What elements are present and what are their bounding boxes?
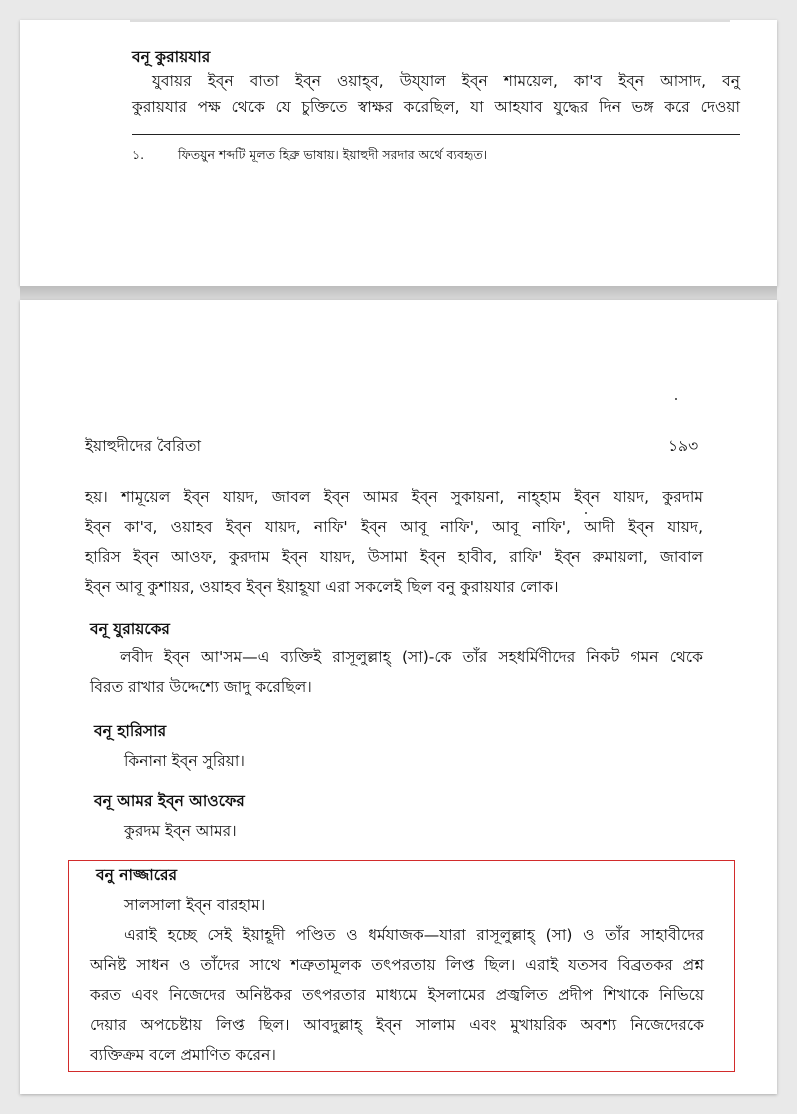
intro-line-1: হয়। শামূয়েল ইব্‌ন যায়দ, জাবল ইব্‌ন আমর ইব্‌ন সুকায়না, নাহ্‌হাম ইব্‌ন যায়দ, কুরদাম [85, 488, 703, 506]
scan-speck [675, 398, 677, 400]
footnote-text: ফিতয়ুন শব্দটি মূলত হিব্রু ভাষায়। ইয়াহুদী সরদার অর্থে ব্যবহৃত। [178, 147, 488, 162]
footnote-rule [132, 134, 740, 135]
page-number: ১৯৩ [668, 437, 699, 455]
section-heading-amr: বনূ আমর ইব্‌ন আওফের [94, 792, 245, 810]
section-amr-line-1: কুরদম ইব্‌ন আমর। [124, 822, 237, 840]
section-najjar-line-3: অনিষ্ট সাধন ও তাঁদের সাথে শত্রুতামূলক তৎপরতায় লিপ্ত ছিল। এরাই যতসব বিব্রতকর প্রশ্ন [90, 956, 704, 974]
main-page [20, 300, 777, 1094]
running-head: ইয়াহুদীদের বৈরিতা [85, 437, 201, 455]
top-paragraph-line-1: যুবায়র ইব্‌ন বাতা ইব্‌ন ওয়াহ্‌ব, উয্‌যাল ইব্‌ন শাময়েল, কা'ব ইব্‌ন আসাদ, বনু [152, 72, 740, 90]
intro-line-4: ইব্‌ন আবূ কুশায়র, ওয়াহব ইব্‌ন ইয়াহূযা এরা সকলেই ছিল বনু কুরায়যার লোক। [85, 578, 559, 596]
section-zurayq-line-2: বিরত রাখার উদ্দেশ্যে জাদু করেছিল। [90, 678, 312, 696]
top-paragraph-line-2: কুরায়যার পক্ষ থেকে যে চুক্তিতে স্বাক্ষর করেছিল, যা আহযাব যুদ্ধের দিন ভঙ্গ করে দেওয়া [132, 98, 740, 116]
footnote-number: ১. [132, 147, 145, 162]
section-heading-harisa: বনূ হারিসার [94, 722, 167, 740]
section-zurayq-line-1: লবীদ ইব্‌ন আ'সম—এ ব্যক্তিই রাসূলুল্লাহ্‌ (সা)-কে তাঁর সহধর্মিণীদের নিকট গমন থেকে [120, 648, 703, 666]
scan-speck [585, 512, 587, 514]
top-heading: বনূ কুরায়যার [132, 48, 211, 66]
section-najjar-line-2: এরাই হচ্ছে সেই ইয়াহূদী পণ্ডিত ও ধর্মযাজক—যারা রাসূলুল্লাহ্‌ (সা) ও তাঁর সাহাবীদের [124, 926, 704, 944]
section-najjar-line-5: দেয়ার অপচেষ্টায় লিপ্ত ছিল। আবদুল্লাহ্‌ ইব্‌ন সালাম এবং মুখায়রিক অবশ্য নিজেদেরকে [90, 1016, 704, 1034]
section-heading-najjar: বনু নাজ্জারের [96, 866, 178, 884]
section-harisa-line-1: কিনানা ইব্‌ন সুরিয়া। [124, 752, 245, 770]
section-heading-zurayq: বনূ যুরায়কের [90, 620, 170, 638]
bleed-through-text [130, 20, 730, 22]
section-najjar-line-1: সালসালা ইব্‌ন বারহাম। [124, 896, 266, 914]
section-najjar-line-6: ব্যক্তিক্রম বলে প্রমাণিত করেন। [90, 1046, 276, 1064]
previous-page [20, 20, 777, 286]
intro-line-3: হারিস ইব্‌ন আওফ, কুরদাম ইব্‌ন যায়দ, উসামা ইব্‌ন হাবীব, রাফি' ইব্‌ন রুমায়লা, জাবাল [85, 548, 703, 566]
section-najjar-line-4: করত এবং নিজেদের অনিষ্টকর তৎপরতার মাধ্যমে ইসলামের প্রজ্বলিত প্রদীপ শিখাকে নিভিয়ে [90, 986, 704, 1004]
page-separator [20, 286, 777, 300]
intro-line-2: ইব্‌ন কা'ব, ওয়াহব ইব্‌ন যায়দ, নাফি' ইব্‌ন আবূ নাফি', আবূ নাফি', আদী ইব্‌ন যায়দ, [85, 518, 703, 536]
